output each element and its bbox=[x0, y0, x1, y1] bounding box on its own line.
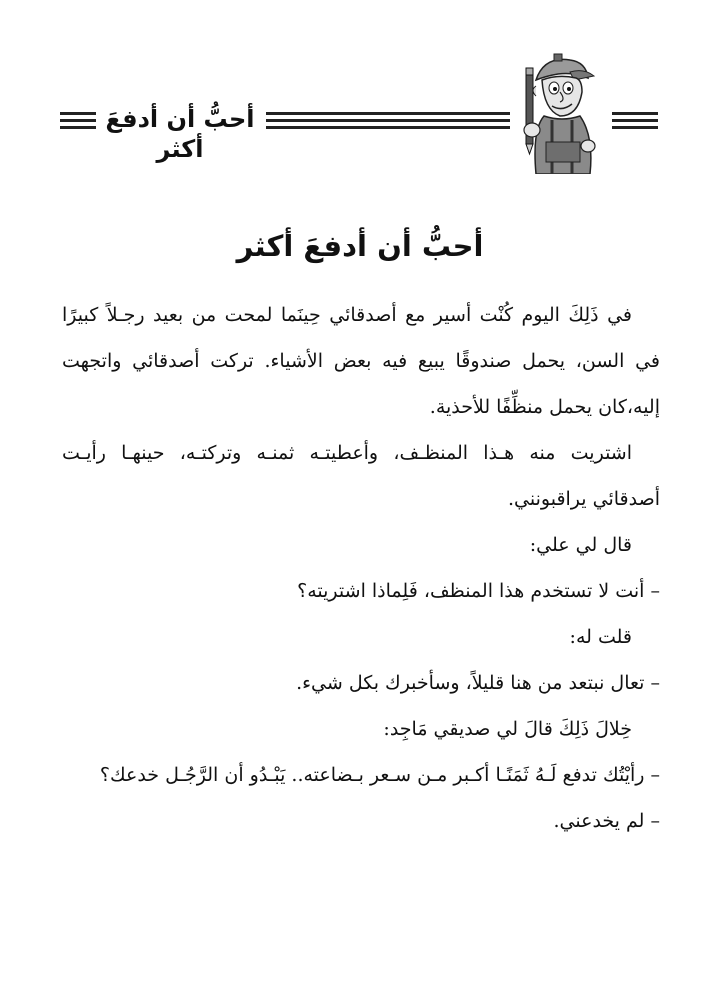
dialogue-line: خِلالَ ذَلِكَ قالَ لي صديقي مَاجِد: bbox=[383, 718, 632, 740]
article-title: أحبُّ أن أدفعَ أكثر bbox=[236, 229, 484, 263]
paragraph: اشتريت منه هـذا المنظـف، وأعطيتـه ثمنـه وتركتـه، حينهـا رأيـت أصدقائي يراقبونني. bbox=[62, 442, 660, 510]
header-rule-left bbox=[60, 112, 96, 129]
dialogue-line: – أنت لا تستخدم هذا المنظف، فَلِماذا اشتريته؟ bbox=[297, 580, 660, 602]
header-rule-middle bbox=[266, 112, 510, 129]
page-header bbox=[0, 0, 720, 200]
dialogue-line: قلت له: bbox=[569, 626, 632, 648]
header-title: أحبُّ أن أدفعَ أكثر bbox=[105, 105, 255, 163]
paragraph: في ذَلِكَ اليوم كُنْت أسير مع أصدقائي حِينَما لمحت من بعيد رجـلاً كبيرًا في السن، يحمل صندوقًا يبيع فيه بعض الأشياء. تركت أصدقائي واتجهت إليه،كان يحمل منظِّفًا للأحذية. bbox=[62, 304, 660, 418]
header-rule-right bbox=[612, 112, 658, 129]
article-body bbox=[62, 292, 660, 844]
dialogue-line: – رأيْتُك تدفع لَـهُ ثَمَنًـا أكـبر مـن سـعر بـضاعته.. يَبْـدُو أن الرَّجُـل خدعك؟ bbox=[99, 764, 660, 786]
dialogue-line: قال لي علي: bbox=[529, 534, 632, 556]
dialogue-line: – تعال نبتعد من هنا قليلاً، وسأخبرك بكل شيء. bbox=[296, 672, 660, 694]
boy-with-pencil-icon bbox=[518, 50, 600, 174]
dialogue-line: – لم يخدعني. bbox=[553, 810, 660, 832]
